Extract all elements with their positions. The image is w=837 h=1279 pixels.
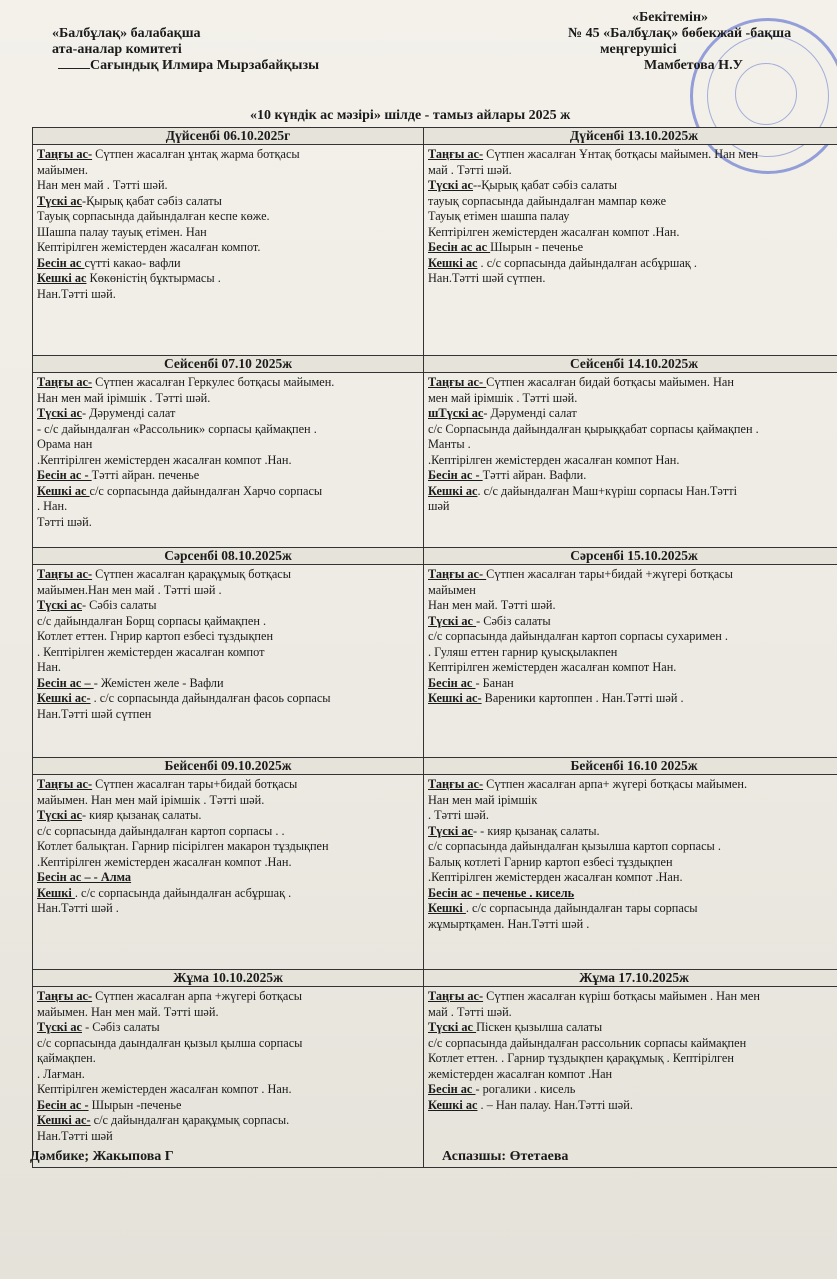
menu-line	[37, 1067, 419, 1083]
meal-text: - рогалики . кисель	[475, 1082, 576, 1096]
menu-line	[37, 839, 419, 855]
menu-line	[37, 855, 419, 871]
meal-text: Котлет еттен. . Гарнир тұздықпен қарақұмық . Кептірілген	[428, 1051, 734, 1065]
menu-line	[37, 271, 419, 287]
day-menu-cell	[424, 775, 837, 970]
meal-text: - Жемістен желе - Вафли	[93, 675, 224, 690]
menu-line	[428, 645, 837, 661]
menu-line	[37, 1036, 419, 1052]
day-menu-row	[33, 565, 837, 758]
meal-text: - Сәбіз салаты	[476, 613, 551, 628]
meal-text: Сүтпен жасалған Геркулес ботқасы майымен.	[92, 375, 335, 389]
day-header: Сәрсенбі 15.10.2025ж	[424, 548, 837, 565]
meal-text: - с/с дайындалған «Рассольник» сорпасы қаймақпен .	[37, 421, 317, 436]
day-header-row	[33, 758, 837, 775]
meal-label: Таңғы ас-	[37, 567, 93, 581]
meal-text: . с/с сорпасында дайындалған асбұршақ .	[477, 255, 697, 270]
menu-line	[428, 1020, 837, 1036]
meal-label: Бесін ас	[428, 675, 476, 690]
meal-text: с/с дайындалған Борщ сорпасы қаймақпен .	[37, 613, 267, 628]
meal-text: Манты .	[428, 437, 471, 451]
menu-line	[428, 777, 837, 793]
meal-label: шТүскі ас	[428, 406, 484, 420]
meal-text: шәй	[428, 499, 450, 513]
day-menu-cell	[424, 373, 837, 548]
meal-text: майымен	[428, 582, 476, 597]
meal-text: Сүтпен жасалған арпа +жүгері ботқасы	[92, 989, 303, 1003]
meal-label: Түскі ас	[37, 808, 82, 822]
meal-text: Котлет балықтан. Гарнир пісірілген макарон тұздықпен	[37, 839, 329, 853]
meal-text: Нан.Тәтті шәй.	[37, 286, 116, 301]
committee-member: Сағындық Илмира Мырзабайқызы	[52, 58, 319, 74]
meal-label: Таңғы ас-	[37, 777, 93, 791]
menu-line	[37, 437, 419, 453]
menu-line	[428, 209, 837, 225]
menu-line	[37, 1020, 419, 1036]
menu-line	[428, 855, 837, 871]
menu-line	[37, 629, 419, 645]
committee-title: ата-аналар комитеті	[52, 42, 182, 57]
menu-line	[37, 178, 419, 194]
meal-label: Бесін ас – - Алма	[37, 870, 132, 884]
meal-label: Кешкі ас-	[37, 691, 91, 705]
menu-line	[428, 422, 837, 438]
day-menu-row	[33, 373, 837, 548]
meal-label: Түскі ас	[428, 1020, 477, 1034]
meal-text: Кептірілген жемістерден жасалған компот .Нан.	[428, 224, 680, 239]
menu-line	[37, 1051, 419, 1067]
meal-label: Түскі ас	[37, 406, 82, 420]
meal-text: .Кептірілген жемістерден жасалған компот .Нан.	[428, 870, 683, 884]
meal-text: . Гуляш еттен гарнир қуысқылакпен	[428, 644, 618, 659]
menu-line	[37, 515, 419, 531]
menu-line	[37, 240, 419, 256]
meal-text: жемістерден жасалған компот .Нан	[428, 1066, 613, 1081]
day-header: Бейсенбі 09.10.2025ж	[33, 758, 424, 775]
menu-line	[428, 917, 837, 933]
menu-line	[37, 870, 419, 886]
head-name: Мамбетова Н.У	[644, 58, 743, 73]
meal-label: Таңғы ас-	[428, 567, 487, 581]
day-header: Сейсенбі 07.10 2025ж	[33, 356, 424, 373]
meal-text: Сүтпен жасалған қарақұмық ботқасы	[92, 567, 292, 581]
menu-line	[428, 870, 837, 886]
meal-text: - - кияр қызанақ салаты.	[473, 823, 600, 838]
menu-line	[37, 147, 419, 163]
meal-label: Кешкі	[37, 885, 75, 900]
menu-line	[428, 194, 837, 210]
menu-line	[428, 793, 837, 809]
meal-label: Түскі ас	[428, 178, 473, 192]
meal-text: с/с сорпасында дайындалған рассольник сорпасы каймақпен	[428, 1035, 747, 1050]
meal-label: Таңғы ас-	[428, 777, 484, 791]
menu-line	[37, 406, 419, 422]
meal-label: Түскі ас	[37, 1020, 82, 1034]
menu-line	[37, 707, 419, 723]
day-menu-cell	[33, 145, 424, 356]
menu-line	[37, 209, 419, 225]
meal-text: Тәтті айран. печенье	[91, 468, 200, 482]
meal-text: Сүтпен жасалған бидай ботқасы майымен. Нан	[486, 375, 734, 389]
meal-label: Бесін ас –	[37, 675, 94, 690]
meal-text: Нан.Тәтті шәй сүтпен.	[428, 271, 546, 285]
meal-label: Кешкі ас	[37, 271, 87, 285]
meal-text: . Нан.	[37, 499, 68, 513]
menu-line	[37, 484, 419, 500]
meal-text: с/с сорпасында дайындалған картоп сорпасы сухаримен .	[428, 629, 728, 643]
meal-text: Тәтті айран. Вафли.	[482, 468, 587, 482]
meal-label: Бесін ас -	[37, 1097, 89, 1112]
meal-label: Бесін ас -	[428, 468, 483, 482]
menu-line	[37, 901, 419, 917]
meal-text: Тауық сорпасында дайындалған кеспе көже.	[37, 209, 270, 223]
menu-title: «10 күндік ас мәзірі» шілде - тамыз айлары 2025 ж	[250, 108, 571, 123]
day-header: Сәрсенбі 08.10.2025ж	[33, 548, 424, 565]
menu-line	[428, 629, 837, 645]
menu-line	[428, 468, 837, 484]
menu-line	[428, 614, 837, 630]
meal-text: Нан.Тәтті шәй	[37, 1128, 113, 1143]
meal-text: - Сәбіз салаты	[82, 598, 157, 612]
menu-line	[428, 1051, 837, 1067]
meal-text: Тәтті шәй.	[37, 514, 92, 529]
menu-line	[428, 583, 837, 599]
menu-line	[428, 240, 837, 256]
meal-text: Шырын - печенье	[490, 240, 584, 254]
parents-committee-block	[52, 26, 319, 74]
meal-label: Кешкі ас	[428, 483, 478, 498]
menu-line	[428, 989, 837, 1005]
menu-line	[428, 808, 837, 824]
meal-text: Нан мен май . Тәтті шәй.	[37, 178, 168, 192]
signature-line	[58, 68, 90, 69]
meal-text: Кептірілген жемістерден жасалған компот.	[37, 240, 261, 254]
meal-text: Шашпа палау тауық етімен. Нан	[37, 224, 207, 239]
menu-line	[37, 225, 419, 241]
meal-label: Таңғы ас-	[428, 989, 484, 1003]
meal-text: Сүтпен жасалған Ұнтақ ботқасы майымен. Нан мен	[483, 147, 759, 161]
meal-text: . Лағман.	[37, 1066, 85, 1081]
menu-line	[37, 614, 419, 630]
meal-label: Кешкі ас-	[37, 1113, 91, 1127]
menu-line	[428, 839, 837, 855]
meal-label: Таңғы ас-	[37, 147, 93, 161]
meal-text: Сүтпен жасалған тары+бидай ботқасы	[92, 777, 298, 791]
meal-text: май . Тәтті шәй.	[428, 1004, 512, 1019]
meal-text: тауық сорпасында дайындалған мампар көже	[428, 193, 667, 208]
menu-line	[428, 484, 837, 500]
meal-text: . – Нан палау. Нан.Тәтті шәй.	[477, 1097, 633, 1112]
menu-line	[428, 271, 837, 287]
day-menu-cell	[33, 987, 424, 1168]
menu-line	[428, 1082, 837, 1098]
meal-text: мен май ірімшік . Тәтті шәй.	[428, 390, 578, 405]
kindergarten-name: «Балбұлақ» балабақша	[52, 26, 201, 41]
meal-text: Вареники картоппен . Нан.Тәтті шәй .	[481, 691, 684, 705]
meal-label: Таңғы ас-	[428, 147, 484, 161]
meal-text: Котлет еттен. Гнрир картоп езбесі тұздықпен	[37, 629, 274, 643]
meal-text: май . Тәтті шәй.	[428, 162, 512, 177]
menu-line	[37, 453, 419, 469]
meal-text: сүтті какао- вафли	[84, 255, 181, 270]
menu-line	[37, 777, 419, 793]
head-title: меңгерушісі	[600, 42, 677, 57]
menu-line	[37, 645, 419, 661]
meal-text: . Кептірілген жемістерден жасалған компот	[37, 644, 265, 659]
day-header-row	[33, 548, 837, 565]
menu-line	[37, 583, 419, 599]
meal-text: --Қырық қабат сәбіз салаты	[473, 178, 617, 192]
meal-text: - Банан	[475, 675, 514, 690]
menu-line	[428, 886, 837, 902]
menu-line	[428, 824, 837, 840]
menu-line	[37, 391, 419, 407]
menu-line	[428, 567, 837, 583]
meal-text: с/с Сорпасында дайындалған қырыққабат сорпасы қаймақпен .	[428, 421, 759, 436]
day-menu-cell	[424, 565, 837, 758]
menu-line	[428, 147, 837, 163]
menu-line	[428, 598, 837, 614]
meal-text: с/с сорпасында дайындалған қызылша картоп сорпасы .	[428, 839, 721, 853]
menu-line	[37, 1005, 419, 1021]
meal-label: Таңғы ас-	[37, 375, 93, 389]
meal-label: Бесін ас	[428, 1082, 476, 1096]
meal-text: Шырын -печенье	[88, 1097, 182, 1112]
meal-text: Сүтпен жасалған күріш ботқасы майымен . Нан мен	[483, 989, 760, 1003]
meal-text: -Қырық қабат сәбіз салаты	[82, 193, 222, 208]
meal-text: Тауық етімен шашпа палау	[428, 209, 570, 223]
menu-line	[428, 163, 837, 179]
menu-line	[37, 163, 419, 179]
menu-line	[37, 287, 419, 303]
menu-line	[37, 194, 419, 210]
meal-label: Бесін ас - печенье . кисель	[428, 885, 575, 900]
menu-line	[37, 691, 419, 707]
meal-text: Нан.Тәтті шәй сүтпен	[37, 706, 152, 721]
day-menu-cell	[424, 145, 837, 356]
menu-line	[37, 1113, 419, 1129]
meal-text: Нан.	[37, 660, 61, 674]
menu-line	[428, 453, 837, 469]
meal-label: Түскі ас	[37, 598, 82, 612]
meal-label: Бесін ас ас	[428, 240, 491, 254]
menu-line	[37, 468, 419, 484]
meal-text: Орама нан	[37, 437, 93, 451]
meal-text: с/с сорпасында дайындалған Харчо сорпасы	[89, 483, 323, 498]
menu-line	[428, 1005, 837, 1021]
menu-line	[428, 1036, 837, 1052]
meal-text: - Дәруменді салат	[82, 406, 176, 420]
day-header: Дүйсенбі 06.10.2025г	[33, 128, 424, 145]
day-menu-cell	[33, 373, 424, 548]
meal-text: с/с сорпасында даындалған қызыл қылша сорпасы	[37, 1035, 303, 1050]
caterer-signature: Дәмбике; Жакыпова Г	[30, 1149, 174, 1164]
menu-line	[37, 598, 419, 614]
meal-text: . с/с сорпасында дайындалған фасоь сорпасы	[90, 691, 331, 705]
menu-line	[428, 901, 837, 917]
day-menu-cell	[33, 775, 424, 970]
menu-line	[428, 256, 837, 272]
day-header-row	[33, 128, 837, 145]
menu-line	[428, 225, 837, 241]
menu-line	[37, 824, 419, 840]
meal-text: қаймақпен.	[37, 1051, 96, 1065]
meal-text: Кептірілген жемістерден жасалған компот . Нан.	[37, 1082, 292, 1096]
meal-label: Кешкі ас	[428, 255, 478, 270]
meal-text: . с/с сорпасында дайындалған тары сорпасы	[465, 901, 698, 915]
meal-text: Кептірілген жемістерден жасалған компот Нан.	[428, 660, 677, 674]
day-menu-row	[33, 775, 837, 970]
meal-text: - кияр қызанақ салаты.	[82, 808, 202, 822]
meal-text: . с/с дайындалған Маш+күріш сорпасы Нан.Тәтті	[477, 483, 738, 498]
meal-text: Сүтпен жасалған ұнтақ жарма ботқасы	[92, 147, 300, 161]
meal-label: Таңғы ас-	[37, 989, 93, 1003]
menu-line	[37, 1129, 419, 1145]
menu-line	[428, 437, 837, 453]
meal-text: - Дәруменді салат	[483, 406, 577, 420]
day-menu-cell	[33, 565, 424, 758]
meal-text: . с/с сорпасында дайындалған асбұршақ .	[74, 885, 292, 900]
menu-line	[37, 499, 419, 515]
approval-block	[560, 10, 837, 74]
menu-line	[428, 1098, 837, 1114]
menu-line	[37, 676, 419, 692]
day-menu-cell	[424, 987, 837, 1168]
meal-label: Кешкі ас	[428, 1097, 478, 1112]
meal-label: Кешкі	[428, 901, 466, 915]
menu-line	[428, 691, 837, 707]
menu-line	[37, 256, 419, 272]
approval-title: «Бекітемін»	[632, 10, 709, 25]
meal-text: .Кептірілген жемістерден жасалған компот .Нан.	[37, 452, 292, 467]
meal-text: .Кептірілген жемістерден жасалған компот Нан.	[428, 452, 680, 467]
day-header: Дүйсенбі 13.10.2025ж	[424, 128, 837, 145]
meal-text: майымен. Нан мен май. Тәтті шәй.	[37, 1004, 219, 1019]
meal-text: Көкөністің бұктырмасы .	[86, 271, 221, 285]
meal-text: .Кептірілген жемістерден жасалған компот .Нан.	[37, 854, 292, 869]
day-header: Жұма 10.10.2025ж	[33, 970, 424, 987]
meal-label: Кешкі ас	[37, 483, 90, 498]
menu-line	[37, 989, 419, 1005]
menu-line	[428, 1067, 837, 1083]
menu-line	[428, 499, 837, 515]
day-header: Бейсенбі 16.10 2025ж	[424, 758, 837, 775]
menu-line	[37, 793, 419, 809]
meal-text: майымен.	[37, 162, 88, 177]
meal-label: Түскі ас	[428, 613, 477, 628]
meal-text: с/с сорпасында дайындалған картоп сорпасы . .	[37, 823, 285, 838]
menu-table	[32, 127, 837, 1168]
meal-label: Бесін ас -	[37, 468, 92, 482]
menu-line	[37, 422, 419, 438]
meal-label: Таңғы ас-	[428, 375, 487, 389]
meal-text: Балық котлеті Гарнир картоп езбесі тұздықпен	[428, 854, 673, 869]
meal-text: Нан мен май ірімшік . Тәтті шәй.	[37, 390, 211, 405]
day-menu-row	[33, 145, 837, 356]
meal-label: Кешкі ас-	[428, 691, 482, 705]
day-header-row	[33, 356, 837, 373]
meal-label: Бесін ас	[37, 255, 85, 270]
menu-line	[37, 1082, 419, 1098]
meal-text: Сүтпен жасалған арпа+ жүгері ботқасы майымен.	[483, 777, 748, 791]
meal-text: - Сәбіз салаты	[82, 1020, 160, 1034]
meal-text: Нан мен май ірімшік	[428, 792, 538, 807]
menu-line	[37, 1098, 419, 1114]
meal-label: Түскі ас	[37, 193, 82, 208]
meal-text: Нан.Тәтті шәй .	[37, 901, 119, 915]
meal-label: Түскі ас	[428, 823, 473, 838]
menu-line	[428, 391, 837, 407]
menu-line	[37, 886, 419, 902]
meal-text: майымен. Нан мен май ірімшік . Тәтті шәй.	[37, 792, 265, 807]
day-header: Жұма 17.10.2025ж	[424, 970, 837, 987]
menu-line	[37, 808, 419, 824]
menu-line	[37, 567, 419, 583]
meal-text: . Тәтті шәй.	[428, 808, 489, 822]
menu-line	[37, 375, 419, 391]
menu-line	[428, 178, 837, 194]
meal-text: Сүтпен жасалған тары+бидай +жүгері ботқасы	[486, 567, 733, 581]
menu-line	[428, 375, 837, 391]
meal-text: Нан мен май. Тәтті шәй.	[428, 598, 556, 612]
menu-line	[37, 660, 419, 676]
meal-text: жұмыртқамен. Нан.Тәтті шәй .	[428, 916, 590, 931]
menu-line	[428, 676, 837, 692]
meal-text: майымен.Нан мен май . Тәтті шәй .	[37, 582, 222, 597]
day-menu-row	[33, 987, 837, 1168]
menu-line	[428, 406, 837, 422]
cook-signature: Аспазшы: Өтетаева	[442, 1149, 569, 1164]
institution-name: № 45 «Балбұлақ» бөбекжай -бақша	[568, 26, 792, 41]
menu-line	[428, 660, 837, 676]
meal-text: Піскен қызылша салаты	[476, 1020, 603, 1034]
day-header: Сейсенбі 14.10.2025ж	[424, 356, 837, 373]
day-header-row	[33, 970, 837, 987]
meal-text: с/с дайындалған қарақұмық сорпасы.	[90, 1113, 290, 1127]
